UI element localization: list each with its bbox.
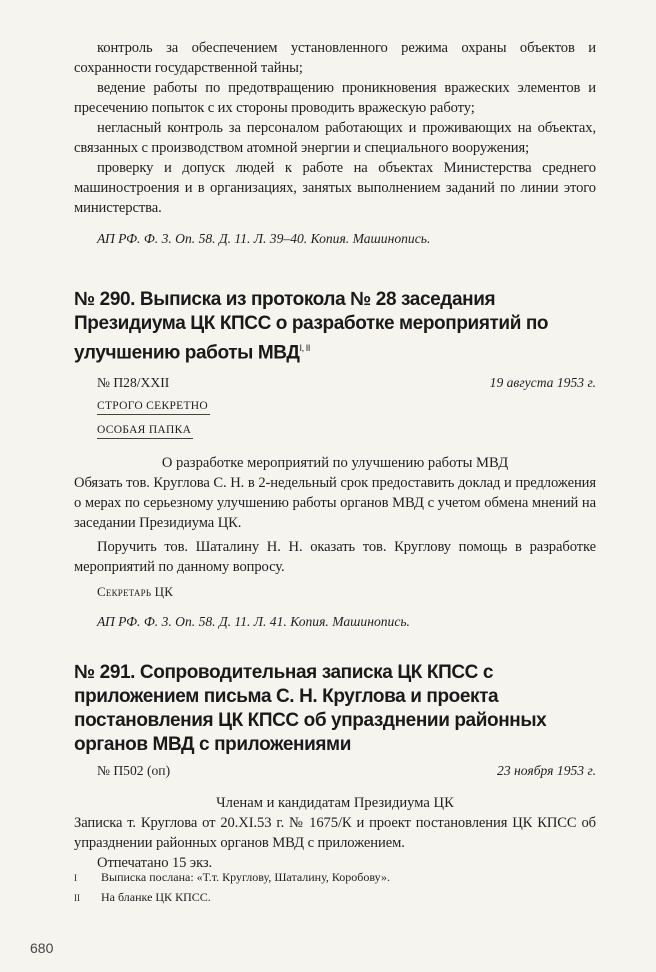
page-number: 680 (30, 940, 54, 956)
special-folder-stamp: ОСОБАЯ ПАПКА (97, 424, 193, 439)
document-body: Обязать тов. Круглова С. Н. в 2-недельный срок предоставить доклад и предложения о мерах по серьезному улучшению работы органов МВД с учетом обмена мнений на заседании Президиума ЦК. (74, 475, 596, 532)
document-title-text: № 290. Выписка из протокола № 28 заседания Президиума ЦК КПСС о разработке мероприятий по улучшению работы МВД (74, 289, 549, 364)
footnote (74, 868, 596, 888)
footnotes (74, 868, 596, 908)
document-number: № П502 (оп) (97, 763, 171, 779)
document-291 (74, 661, 596, 873)
intro-paragraph: проверку и допуск людей к работе на объектах Министерства среднего машиностроения и в организациях, занятых выполнением заданий по линии этого министерства. (74, 160, 596, 216)
archive-citation: АП РФ. Ф. 3. Оп. 58. Д. 11. Л. 39–40. Копия. Машинопись. (97, 231, 431, 246)
document-meta (74, 763, 596, 779)
intro-paragraph: контроль за обеспечением установленного режима охраны объектов и сохранности государственной тайны; (74, 40, 596, 76)
secrecy-stamp: СТРОГО СЕКРЕТНО (97, 400, 210, 415)
footnote (74, 888, 596, 908)
document-subheading: О разработке мероприятий по улучшению работы МВД (161, 455, 509, 472)
intro-section (74, 38, 596, 248)
footnote-mark: I (74, 873, 77, 883)
intro-paragraph: ведение работы по предотвращению проникновения вражеских элементов и пресечению попыток с их стороны проводить вражескую работу; (74, 80, 596, 116)
archive-citation: АП РФ. Ф. 3. Оп. 58. Д. 11. Л. 41. Копия. Машинопись. (97, 614, 410, 630)
document-290 (74, 288, 596, 631)
title-footnote-marks: I, II (299, 343, 310, 353)
footnote-text: На бланке ЦК КПСС. (101, 890, 211, 904)
intro-paragraph: негласный контроль за персоналом работающих и проживающих на объектах, связанных с производством атомной энергии и специального вооружения; (74, 120, 596, 156)
addressee: Членам и кандидатам Президиума ЦК (216, 795, 454, 812)
footnote-mark: II (74, 893, 80, 903)
document-title (74, 288, 596, 365)
document-date: 19 августа 1953 г. (489, 375, 596, 391)
page-content (74, 38, 596, 873)
footnote-text: Выписка послана: «Т.т. Круглову, Шаталину, Коробову». (101, 870, 390, 884)
document-body: Записка т. Круглова от 20.XI.53 г. № 1675/К и проект постановления ЦК КПСС об упразднении районных органов МВД с приложением. (74, 815, 596, 852)
document-number: № П28/XXII (97, 375, 170, 391)
document-meta (74, 375, 596, 391)
document-body: Поручить тов. Шаталину Н. Н. оказать тов. Круглову помощь в разработке мероприятий по данному вопросу. (74, 539, 596, 576)
signature: Секретарь ЦК (97, 584, 174, 600)
document-date: 23 ноября 1953 г. (497, 763, 596, 779)
document-body: Отпечатано 15 экз. (97, 855, 213, 872)
document-title: № 291. Сопроводительная записка ЦК КПСС с приложением письма С. Н. Круглова и проекта постановления ЦК КПСС об упразднении районных органов МВД с приложениями (74, 662, 547, 756)
